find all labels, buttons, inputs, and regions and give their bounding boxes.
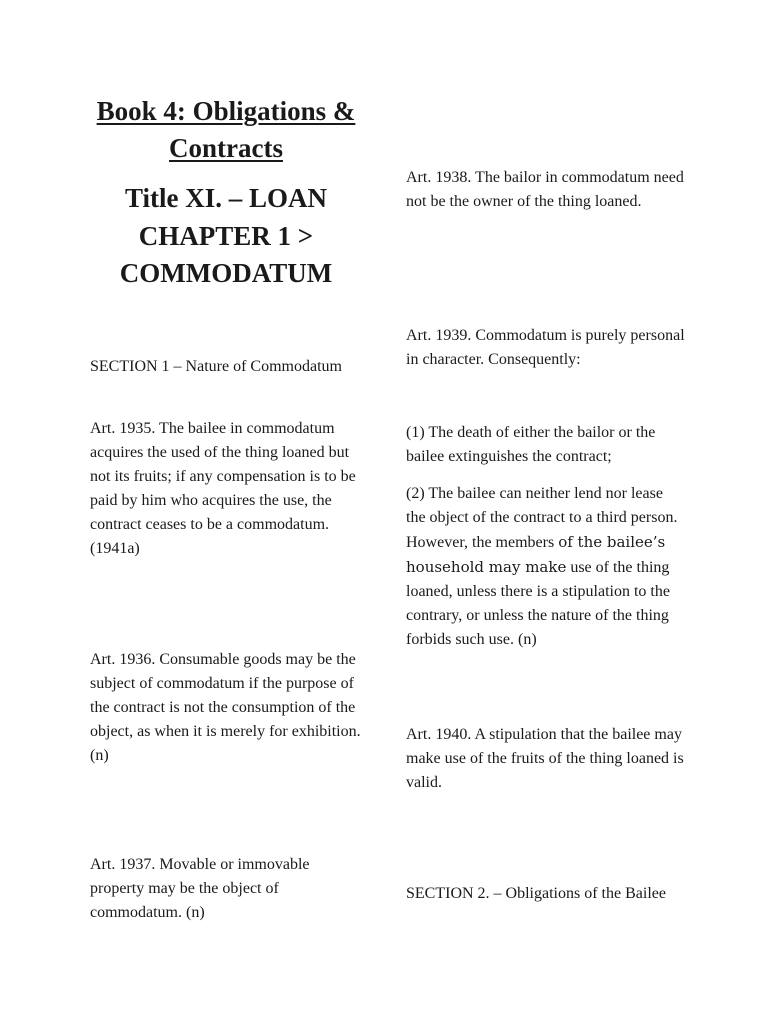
article-1937: Art. 1937. Movable or immovable property may be the object of commodatum. (n) [90,856,310,921]
section-1-heading: SECTION 1 – Nature of Commodatum [90,358,342,375]
article-1940: Art. 1940. A stipulation that the bailee may make use of the fruits of the thing loaned is valid. [406,726,684,791]
article-1935: Art. 1935. The bailee in commodatum acquires the used of the thing loaned but not its fruits; if any compensation is to be paid by him who acquires the use, the contract ceases to be a commodatum. (1941a) [90,420,356,557]
item-2-text-b: of the bailee’s household may make [406,533,666,576]
item-2-text-c: use of the thing loaned, unless there is a stipulation to the contrary, or unless the nature of the thing forbids such use. (n) [406,559,670,648]
item-2-text-a: (2) The bailee can neither lend nor lease the object of the contract to a third person. However, the members [406,485,678,551]
title-line: Title XI. – LOAN [124,183,327,213]
article-1939-item-2 [406,482,686,652]
right-column [406,0,686,1024]
section-2-heading: SECTION 2. – Obligations of the Bailee [406,885,666,902]
title-heading [90,180,362,293]
article-1936: Art. 1936. Consumable goods may be the subject of commodatum if the purpose of the contract is not the consumption of the object, as when it is merely for exhibition. (n) [90,651,361,764]
left-column [90,0,365,1024]
article-1938: Art. 1938. The bailor in commodatum need not be the owner of the thing loaned. [406,169,684,210]
book-title [90,93,362,167]
article-1939: Art. 1939. Commodatum is purely personal in character. Consequently: [406,327,685,368]
article-1939-item-1: (1) The death of either the bailor or the bailee extinguishes the contract; [406,424,656,465]
book-title-text: Book 4: Obligations & Contracts [96,96,356,163]
chapter-name: COMMODATUM [119,258,333,288]
chapter-line: CHAPTER 1 > [138,220,314,251]
